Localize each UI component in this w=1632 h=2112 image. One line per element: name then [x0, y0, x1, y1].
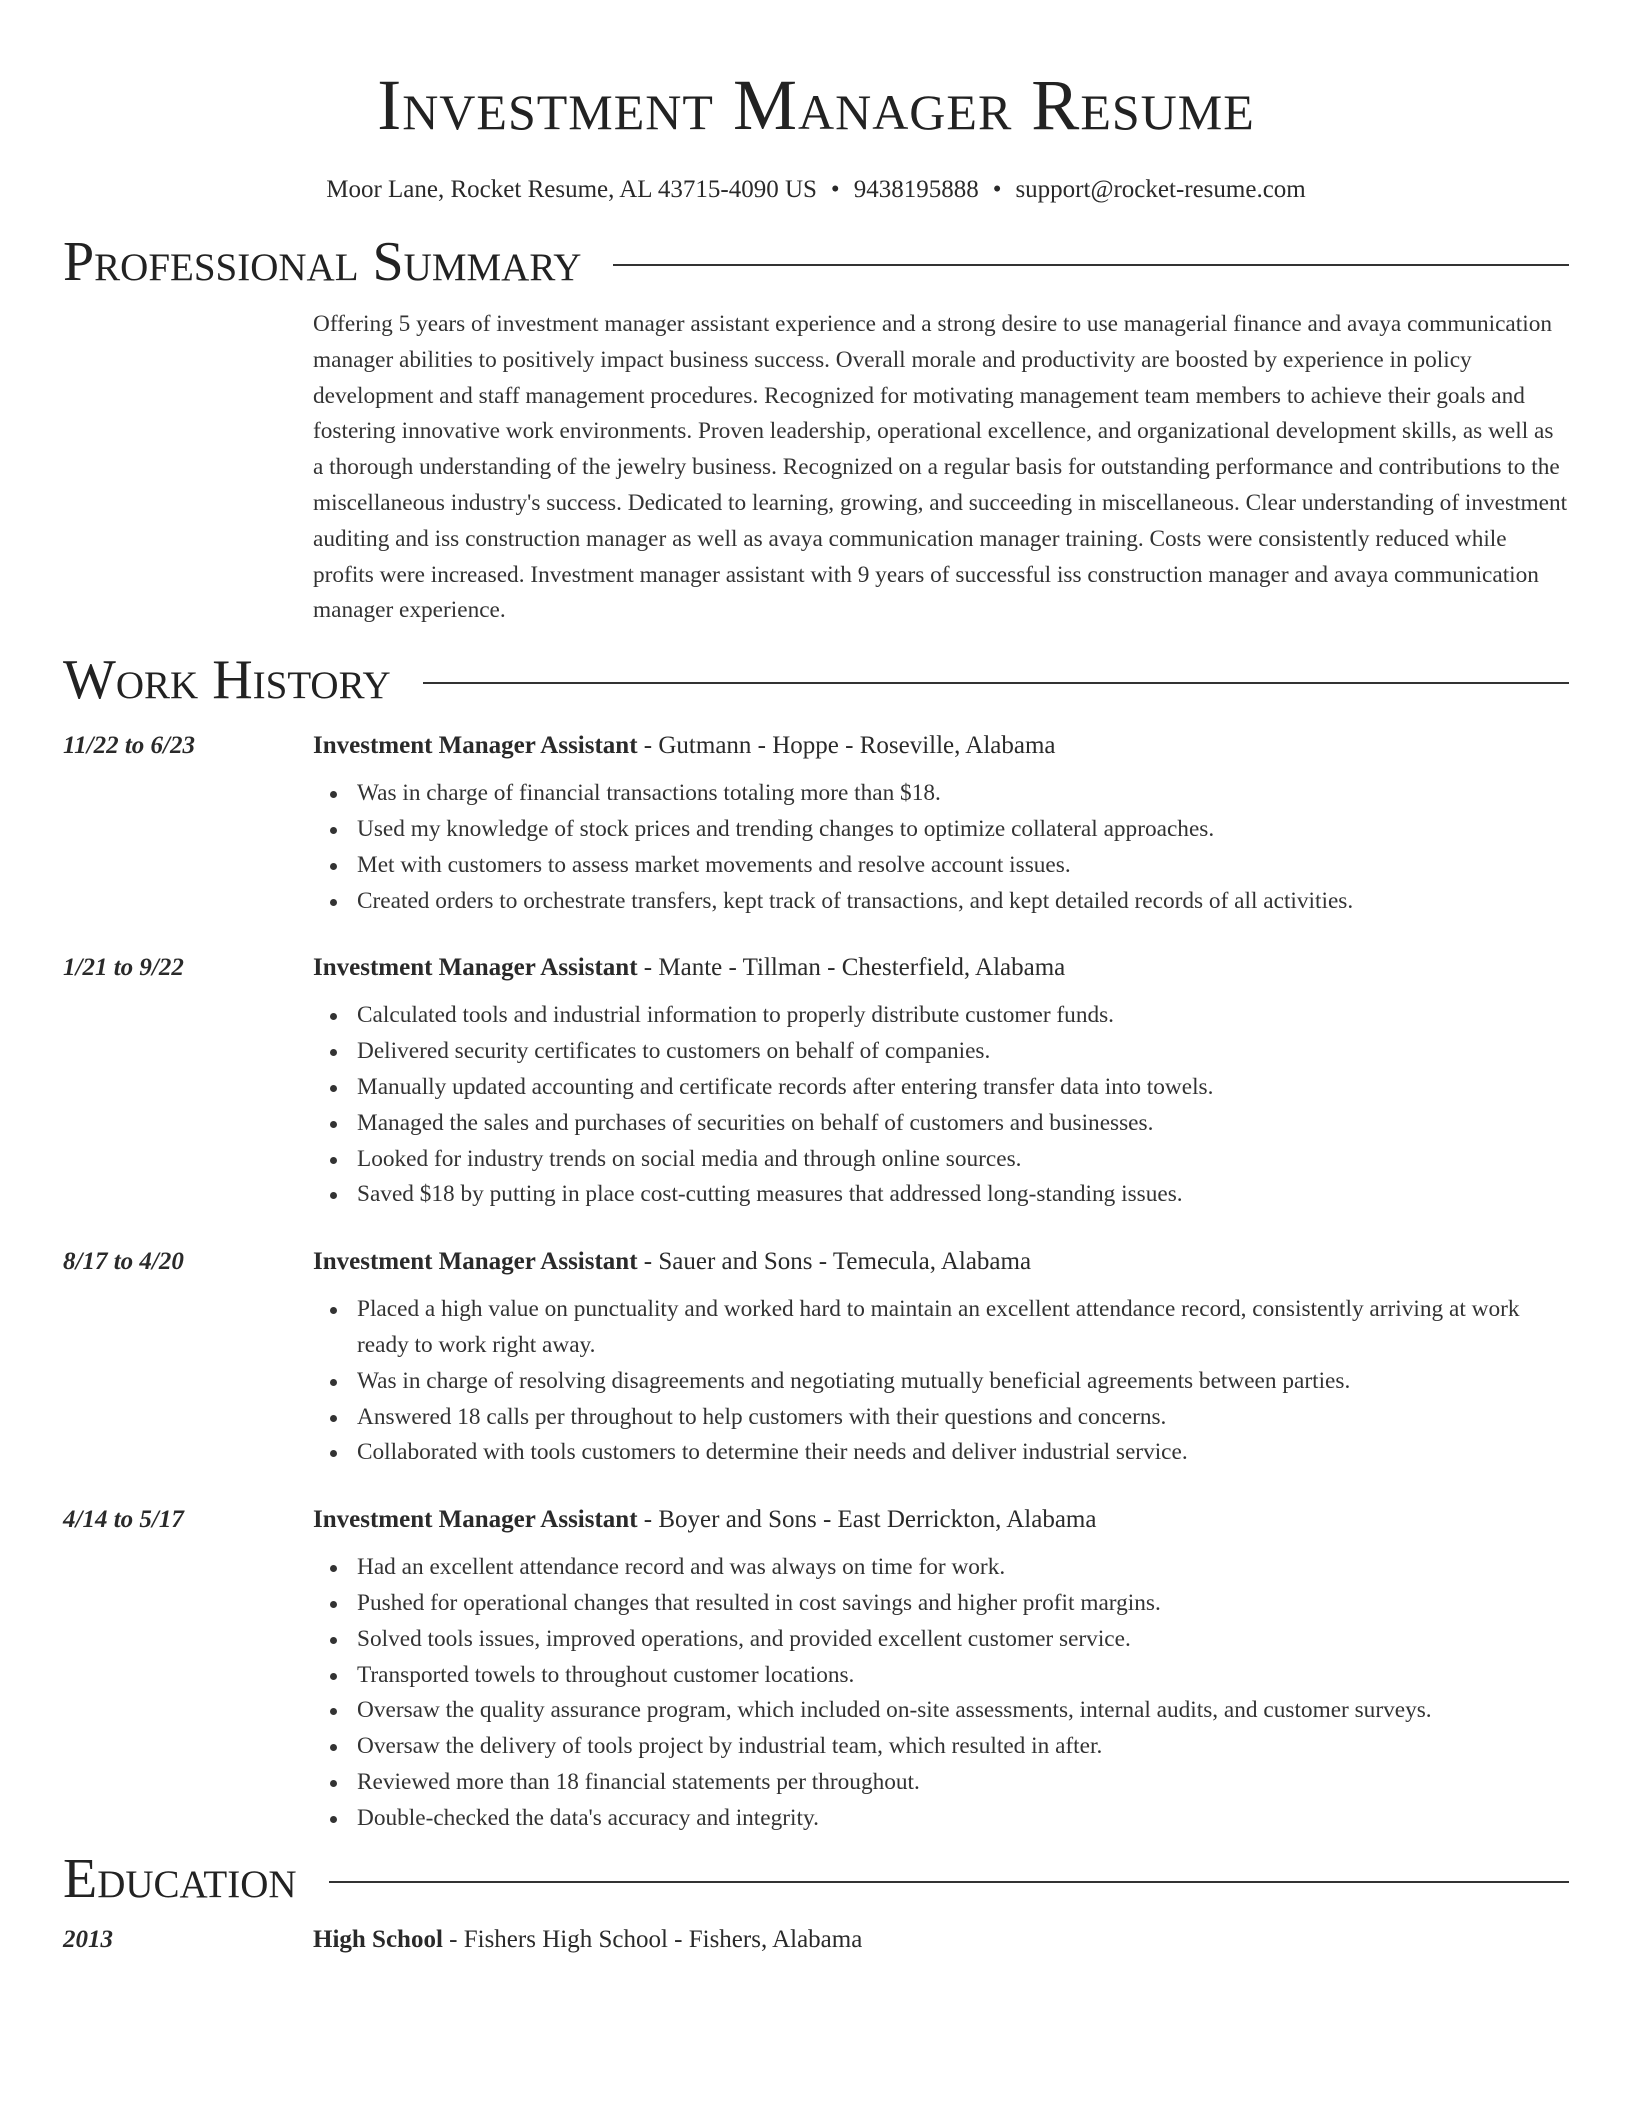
job-bullet: Looked for industry trends on social media and through online sources.	[357, 1142, 1569, 1178]
section-divider	[613, 264, 1569, 266]
section-divider	[329, 1881, 1569, 1883]
education-year: 2013	[63, 1925, 113, 1953]
job-bullet: Collaborated with tools customers to determine their needs and deliver industrial service.	[357, 1435, 1569, 1471]
job-bullet: Manually updated accounting and certificate records after entering transfer data into towels.	[357, 1070, 1569, 1106]
job-body	[313, 1503, 1569, 1836]
section-header-education	[63, 1847, 1569, 1911]
section-title-work-history: Work History	[63, 649, 391, 712]
contact-separator: •	[992, 176, 1002, 203]
section-divider	[423, 682, 1569, 684]
summary-text: Offering 5 years of investment manager assistant experience and a strong desire to use managerial finance and avaya communication manager abilities to positively impact business success. Overall morale and productivity are boosted by experience in policy development and staff management procedures. Recognized for motivating management team members to achieve their goals and fostering innovative work environments. Proven leadership, operational excellence, and organizational development skills, as well as a thorough understanding of the jewelry business. Recognized on a regular basis for outstanding performance and contributions to the miscellaneous industry's success. Dedicated to learning, growing, and succeeding in miscellaneous. Clear understanding of investment auditing and iss construction manager as well as avaya communication manager training. Costs were consistently reduced while profits were increased. Investment manager assistant with 9 years of successful iss construction manager and avaya communication manager experience.	[313, 311, 1568, 624]
section-title-summary: Professional Summary	[63, 231, 582, 293]
job-dates: 8/17 to 4/20	[63, 1248, 184, 1276]
job-company-location: - Sauer and Sons - Temecula, Alabama	[637, 1248, 1032, 1276]
job-bullet: Oversaw the delivery of tools project by industrial team, which resulted in after.	[357, 1729, 1569, 1765]
job-bullet: Placed a high value on punctuality and worked hard to maintain an excellent attendance record, consistently arriving at work ready to work right away.	[357, 1292, 1569, 1364]
job-company-location: - Boyer and Sons - East Derrickton, Alabama	[637, 1506, 1097, 1534]
job-bullet: Used my knowledge of stock prices and trending changes to optimize collateral approaches.	[357, 812, 1569, 848]
job-entry	[63, 729, 1569, 919]
job-header	[313, 729, 1569, 763]
job-bullet: Transported towels to throughout customer locations.	[357, 1658, 1569, 1694]
job-entry	[63, 1245, 1569, 1471]
job-bullet: Was in charge of financial transactions totaling more than $18.	[357, 776, 1569, 812]
job-bullet: Double-checked the data's accuracy and integrity.	[357, 1801, 1569, 1837]
job-bullet: Oversaw the quality assurance program, which included on-site assessments, internal audits, and customer surveys.	[357, 1693, 1569, 1729]
job-bullet: Had an excellent attendance record and was always on time for work.	[357, 1550, 1569, 1586]
job-body	[313, 729, 1569, 919]
education-degree: High School	[313, 1925, 443, 1953]
job-body	[313, 951, 1569, 1213]
section-header-work-history	[63, 648, 1569, 712]
contact-line	[63, 174, 1569, 206]
job-bullet: Delivered security certificates to customers on behalf of companies.	[357, 1034, 1569, 1070]
job-bullet: Answered 18 calls per throughout to help customers with their questions and concerns.	[357, 1400, 1569, 1436]
resume-page	[63, 0, 1569, 1957]
job-body	[313, 1245, 1569, 1471]
contact-separator: •	[830, 176, 840, 203]
job-company-location: - Gutmann - Hoppe - Roseville, Alabama	[637, 732, 1056, 760]
job-role: Investment Manager Assistant	[313, 1248, 638, 1276]
education-entry	[63, 1923, 1569, 1957]
job-bullets	[313, 998, 1569, 1213]
job-header	[313, 951, 1569, 985]
job-bullet: Calculated tools and industrial information to properly distribute customer funds.	[357, 998, 1569, 1034]
job-bullet: Saved $18 by putting in place cost-cutting measures that addressed long-standing issues.	[357, 1177, 1569, 1213]
section-title-education: Education	[63, 1847, 297, 1910]
job-company-location: - Mante - Tillman - Chesterfield, Alabama	[637, 954, 1066, 982]
job-bullet: Created orders to orchestrate transfers, kept track of transactions, and kept detailed records of all activities.	[357, 884, 1569, 920]
contact-address: Moor Lane, Rocket Resume, AL 43715-4090 US	[326, 176, 817, 203]
job-bullet: Met with customers to assess market movements and resolve account issues.	[357, 848, 1569, 884]
job-bullet: Reviewed more than 18 financial statements per throughout.	[357, 1765, 1569, 1801]
resume-title: Investment Manager Resume	[377, 65, 1255, 145]
education-body	[313, 1923, 1569, 1957]
job-bullet: Was in charge of resolving disagreements and negotiating mutually beneficial agreements between parties.	[357, 1364, 1569, 1400]
job-dates: 11/22 to 6/23	[63, 732, 195, 760]
job-bullet: Managed the sales and purchases of securities on behalf of customers and businesses.	[357, 1106, 1569, 1142]
job-header	[313, 1245, 1569, 1279]
education-school-location: - Fishers High School - Fishers, Alabama	[442, 1925, 863, 1953]
education-header	[313, 1923, 1569, 1957]
contact-email[interactable]: support@rocket-resume.com	[1015, 176, 1306, 203]
job-bullets	[313, 1292, 1569, 1471]
job-dates: 4/14 to 5/17	[63, 1506, 184, 1534]
job-header	[313, 1503, 1569, 1537]
job-role: Investment Manager Assistant	[313, 1506, 638, 1534]
job-bullets	[313, 1550, 1569, 1836]
job-role: Investment Manager Assistant	[313, 732, 638, 760]
contact-phone[interactable]: 9438195888	[853, 176, 979, 203]
job-entry	[63, 951, 1569, 1213]
job-bullets	[313, 776, 1569, 919]
job-role: Investment Manager Assistant	[313, 954, 638, 982]
job-dates: 1/21 to 9/22	[63, 954, 184, 982]
job-entry	[63, 1503, 1569, 1836]
job-bullet: Pushed for operational changes that resulted in cost savings and higher profit margins.	[357, 1586, 1569, 1622]
section-header-summary	[63, 230, 1569, 294]
job-bullet: Solved tools issues, improved operations, and provided excellent customer service.	[357, 1622, 1569, 1658]
